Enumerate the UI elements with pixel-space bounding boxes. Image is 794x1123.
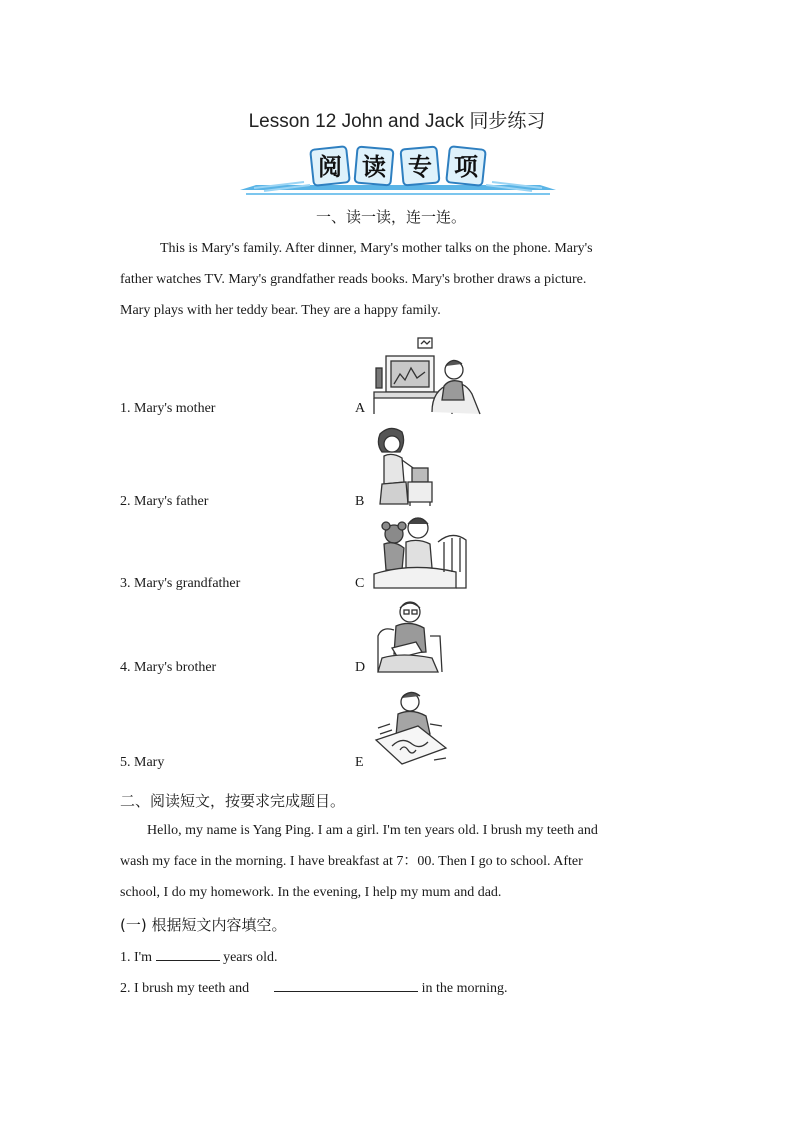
match-item-4: 4. Mary's brother <box>120 660 217 675</box>
answer-blank-1[interactable] <box>156 946 220 961</box>
section1-paragraph <box>120 233 672 326</box>
question-2-text: 2. I brush my teeth and <box>120 981 250 996</box>
match-item-3: 3. Mary's grandfather <box>120 576 241 591</box>
match-letter-e: E <box>355 755 364 770</box>
question-2-text-end: in the morning. <box>421 981 508 996</box>
match-item-2: 2. Mary's father <box>120 494 209 509</box>
tv-watching-picture <box>372 334 484 416</box>
section2-heading: 二、阅读短文，按要求完成题目。 <box>120 792 346 810</box>
question-1-text: 1. I'm <box>120 950 153 965</box>
match-letter-c: C <box>355 576 365 591</box>
drawing-picture <box>372 688 450 770</box>
banner-char-4: 项 <box>454 153 478 181</box>
paragraph-line: This is Mary's family. After dinner, Mary's mother talks on the phone. Mary's <box>160 241 593 256</box>
question-2 <box>120 977 508 997</box>
banner-char-3: 专 <box>408 153 432 181</box>
phone-talking-picture <box>372 426 438 506</box>
section1-heading: 一、读一读，连一连。 <box>316 208 467 226</box>
reading-section-banner <box>240 144 556 196</box>
paragraph-line: school, I do my homework. In the evening, I help my mum and dad. <box>120 885 502 900</box>
paragraph-line: wash my face in the morning. I have breakfast at 7：00. Then I go to school. After <box>120 854 583 869</box>
match-letter-b: B <box>355 494 365 509</box>
match-item-5: 5. Mary <box>120 755 165 770</box>
match-letter-d: D <box>355 660 366 675</box>
answer-blank-2[interactable] <box>274 977 418 992</box>
banner-char-2: 读 <box>362 153 386 181</box>
question-1 <box>120 946 278 966</box>
banner-char-1: 阅 <box>318 153 342 181</box>
teddy-bear-picture <box>372 512 470 590</box>
question-1-text-end: years old. <box>223 950 278 965</box>
match-item-1: 1. Mary's mother <box>120 401 216 416</box>
section2-subheading: (一) 根据短文内容填空。 <box>120 916 287 934</box>
match-letter-a: A <box>355 401 366 416</box>
paragraph-line: Mary plays with her teddy bear. They are a happy family. <box>120 303 441 318</box>
reading-picture <box>372 596 446 676</box>
page-title: Lesson 12 John and Jack 同步练习 <box>248 111 546 132</box>
paragraph-line: father watches TV. Mary's grandfather reads books. Mary's brother draws a picture. <box>120 272 587 287</box>
paragraph-line: Hello, my name is Yang Ping. I am a girl. I'm ten years old. I brush my teeth and <box>147 823 598 838</box>
section2-paragraph <box>120 815 673 908</box>
